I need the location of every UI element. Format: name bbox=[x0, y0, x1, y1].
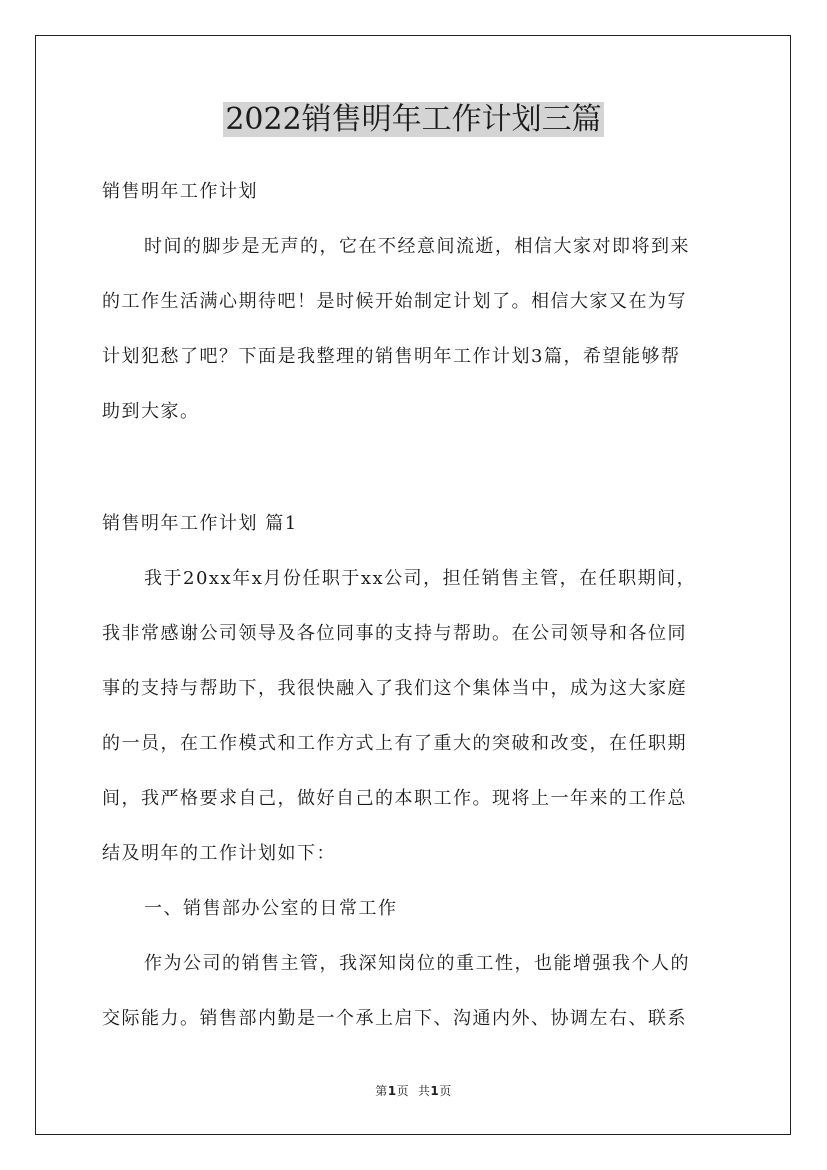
blank-line bbox=[102, 445, 728, 502]
paragraph-line: 交际能力。销售部内勤是一个承上启下、沟通内外、协调左右、联系 bbox=[102, 1008, 687, 1029]
page-footer bbox=[0, 1082, 827, 1099]
paragraph-line: 我于20xx年x月份任职于xx公司，担任销售主管，在任职期间， bbox=[144, 568, 697, 589]
paragraph-line: 间，我严格要求自己，做好自己的本职工作。现将上一年来的工作总 bbox=[102, 788, 687, 809]
intro-paragraph-line: 的工作生活满心期待吧！是时候开始制定计划了。相信大家又在为写 bbox=[102, 291, 687, 312]
intro-paragraph-line: 助到大家。 bbox=[102, 401, 200, 422]
document-body bbox=[102, 170, 728, 1052]
paragraph-line: 我非常感谢公司领导及各位同事的支持与帮助。在公司领导和各位同 bbox=[102, 623, 687, 644]
total-pages: 1 bbox=[430, 1084, 440, 1098]
paragraph-line: 结及明年的工作计划如下： bbox=[102, 843, 336, 864]
paragraph-line: 事的支持与帮助下，我很快融入了我们这个集体当中，成为这大家庭 bbox=[102, 678, 687, 699]
total-prefix: 共 bbox=[417, 1084, 431, 1098]
paragraph-line: 作为公司的销售主管，我深知岗位的重工性，也能增强我个人的 bbox=[144, 953, 690, 974]
total-suffix: 页 bbox=[439, 1084, 452, 1098]
subheading: 一、销售部办公室的日常工作 bbox=[144, 898, 398, 919]
section-heading: 销售明年工作计划 篇1 bbox=[102, 513, 298, 534]
page-prefix: 第 bbox=[375, 1084, 388, 1098]
paragraph-line: 的一员，在工作模式和工作方式上有了重大的突破和改变，在任职期 bbox=[102, 733, 687, 754]
intro-paragraph-line: 时间的脚步是无声的，它在不经意间流逝，相信大家对即将到来 bbox=[144, 236, 690, 257]
document-title bbox=[0, 98, 827, 142]
document-title-text: 2022销售明年工作计划三篇 bbox=[225, 102, 602, 137]
intro-paragraph-line: 计划犯愁了吧？下面是我整理的销售明年工作计划3篇，希望能够帮 bbox=[102, 346, 681, 367]
page-number: 1 bbox=[387, 1084, 397, 1098]
intro-heading: 销售明年工作计划 bbox=[102, 181, 258, 202]
page-suffix: 页 bbox=[396, 1084, 410, 1098]
